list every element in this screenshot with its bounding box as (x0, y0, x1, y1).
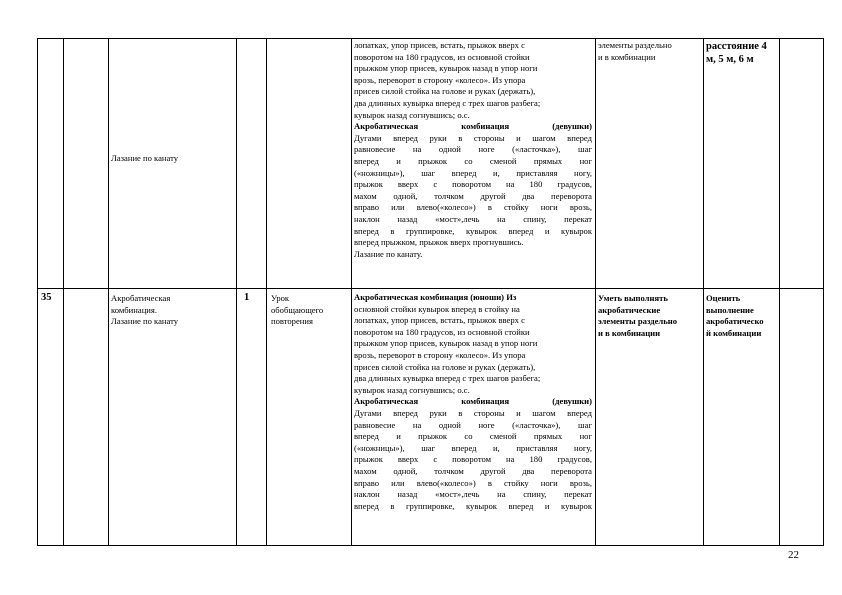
content-line: вперед в группировке, кувырок вперед и кувырок (354, 500, 592, 511)
content-line: прыжок вверх с поворотом на 180 градусов, (354, 454, 592, 465)
content-line: наклон назад «мост»,лечь на спину, перекат (354, 213, 592, 224)
column-divider (351, 39, 352, 545)
skills-line: Уметь выполнять (598, 293, 668, 303)
content-line: («ножницы»), шаг вперед и, приставляя ногу, (354, 442, 592, 453)
boys-heading: Акробатическая комбинация (юноши) Из (354, 292, 517, 302)
column-divider (595, 39, 596, 545)
column-divider (266, 39, 267, 545)
content-line: поворотом на 180 градусов, из основной стойки (354, 51, 530, 62)
lesson-type-line: обобщающего (271, 304, 324, 315)
topic-line: комбинация. (111, 304, 157, 315)
content-line: Дугами вперед руки в стороны и шагом вперед (354, 407, 592, 418)
column-divider (236, 39, 237, 545)
content-line: вправо или влево(«колесо») в стойку ноги врозь, (354, 202, 592, 213)
girls-heading: Акробатическая комбинация (девушки) (354, 121, 592, 132)
content-line: врозь, переворот в сторону «колесо». Из упора (354, 74, 526, 85)
top-row-topic (111, 153, 233, 165)
content-line: лопатках, упор присев, встать, прыжок вверх с (354, 315, 525, 326)
hours-text: 1 (244, 292, 250, 303)
column-divider (63, 39, 64, 545)
content-line: вперед в группировке, кувырок вперед и кувырок (354, 225, 592, 236)
skills-line: элементы раздельно (598, 316, 678, 327)
bottom-row-content (354, 292, 592, 512)
content-line: кувырок назад согнувшись; о.с. (354, 109, 470, 120)
content-line: лопатках, упор присев, встать, прыжок вверх с (354, 40, 525, 50)
skills-line: и в комбинации (598, 51, 656, 62)
skills-line: элементы раздельно (598, 40, 672, 50)
content-line: вправо или влево(«колесо») в стойку ноги врозь, (354, 477, 592, 488)
content-line: равновесие на одной ноге («ласточка»), шаг (354, 144, 592, 155)
content-line: вперед и прыжок со сменой прямых ног (354, 431, 592, 442)
topic-line: Лазание по канату (111, 316, 179, 327)
lesson-type-line: Урок (271, 293, 290, 303)
skills-line: и в комбинации (598, 327, 661, 338)
skills-line: акробатические (598, 304, 661, 315)
control-line: й комбинации (706, 327, 762, 338)
content-line: вперед прыжком, прыжок вверх прогнувшись. (354, 237, 524, 248)
topic-text: Лазание по канату (111, 153, 179, 163)
content-line: два длинных кувырка вперед с трех шагов разбега; (354, 97, 541, 108)
lesson-hours (244, 292, 264, 304)
content-line: равновесие на одной ноге («ласточка»), шаг (354, 419, 592, 430)
column-divider (108, 39, 109, 545)
lesson-type-line: повторения (271, 316, 313, 327)
top-row-skills (598, 40, 702, 63)
control-line: м, 5 м, 6 м (706, 54, 754, 65)
content-line: прыжок вверх с поворотом на 180 градусов, (354, 179, 592, 190)
girls-heading: Акробатическая комбинация (девушки) (354, 396, 592, 407)
bottom-row-skills (598, 293, 702, 339)
lesson-type (271, 293, 351, 328)
topic-line: Акробатическая (111, 293, 171, 303)
control-line: расстояние 4 (706, 41, 767, 52)
lesson-plan-table (37, 38, 824, 546)
content-line: махом одной, толчком другой два переворота (354, 190, 592, 201)
control-line: акробатическо (706, 316, 764, 327)
content-line: вперед и прыжок со сменой прямых ног (354, 155, 592, 166)
lesson-number (41, 292, 63, 304)
content-line: Лазание по канату. (354, 248, 423, 259)
top-row-control (706, 40, 778, 66)
row-divider (38, 288, 823, 289)
content-line: прыжком упор присев, кувырок назад в упор ноги (354, 338, 538, 349)
content-line: два длинных кувырка вперед с трех шагов разбега; (354, 373, 541, 384)
lesson-number-text: 35 (41, 292, 52, 303)
content-line: поворотом на 180 градусов, из основной стойки (354, 326, 530, 337)
content-line: присев силой стойка на голове и руках (держать), (354, 86, 536, 97)
content-line: основной стойки кувырок вперед в стойку на (354, 303, 520, 314)
content-line: присев силой стойка на голове и руках (держать), (354, 361, 536, 372)
content-line: («ножницы»), шаг вперед и, приставляя ногу, (354, 167, 592, 178)
content-line: махом одной, толчком другой два переворота (354, 465, 592, 476)
column-divider (779, 39, 780, 545)
page-number: 22 (788, 549, 799, 561)
top-row-content (354, 40, 592, 260)
content-line: Дугами вперед руки в стороны и шагом вперед (354, 132, 592, 143)
content-line: прыжком упор присев, кувырок назад в упор ноги (354, 63, 538, 74)
bottom-row-control (706, 293, 778, 339)
content-line: кувырок назад согнувшись; о.с. (354, 384, 470, 395)
content-line: врозь, переворот в сторону «колесо». Из упора (354, 349, 526, 360)
bottom-row-topic (111, 293, 233, 328)
column-divider (703, 39, 704, 545)
content-line: наклон назад «мост»,лечь на спину, перекат (354, 489, 592, 500)
control-line: выполнение (706, 304, 754, 315)
control-line: Оценить (706, 293, 741, 303)
